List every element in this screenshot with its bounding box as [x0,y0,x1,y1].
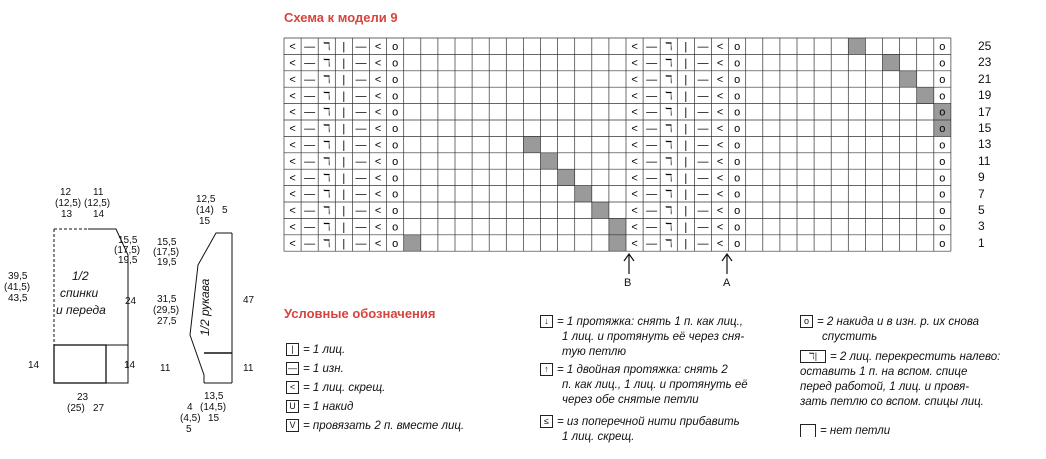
stitch-symbol: — [304,73,316,86]
stitch-symbol: — [646,172,658,185]
stitch-symbol: o [392,73,399,86]
row-number: 17 [978,104,992,119]
sleeve-b-e: (4,5) [180,413,201,424]
stitch-symbol: < [716,123,724,136]
stitch-symbol: o [392,57,399,70]
stitch-symbol: — [646,73,658,86]
stitch-symbol: < [289,90,296,103]
stitch-symbol: | [342,73,346,86]
sleeve-mid-b: (29,5) [153,305,180,316]
stitch-symbol: ℸ [665,73,673,86]
legend-dyo: o = 2 накида и в изн. р. их снова спустить [800,315,1040,345]
stitch-symbol: ℸ [323,57,331,70]
stitch-symbol: < [374,172,382,185]
shaded-cell [900,71,917,87]
stitch-symbol: — [304,106,316,119]
stitch-symbol: | [342,139,346,152]
stitch-symbol: < [289,139,296,152]
stitch-symbol: — [646,188,658,201]
stitch-symbol: o [734,155,741,168]
stitch-symbol: — [304,188,316,201]
stitch-symbol: < [374,155,382,168]
marker-a: A [723,277,731,289]
stitch-symbol: — [355,90,367,103]
stitch-symbol: < [716,90,724,103]
row-number: 1 [978,235,985,250]
stitch-symbol: | [684,155,688,168]
stitch-symbol: < [374,221,382,234]
legend-dskp: ↑ = 1 двойная протяжка: снять 2 п. как лиц., 1 лиц. и протянуть её через обе снятые петли [540,363,780,408]
body-inner-3: и переда [56,303,106,317]
stitch-symbol: o [939,123,946,136]
stitch-symbol: — [304,139,316,152]
stitch-symbol: — [646,123,658,136]
stitch-symbol: < [716,188,724,201]
stitch-symbol: o [392,155,399,168]
stitch-symbol: < [289,57,296,70]
stitch-symbol: — [355,139,367,152]
stitch-symbol: — [697,90,709,103]
stitch-symbol: < [374,139,382,152]
stitch-symbol: | [342,237,346,250]
body-right-b: (17,5) [114,245,141,256]
row-number: 5 [978,203,985,217]
stitch-symbol: — [355,41,367,54]
shaded-cell [541,153,558,169]
stitch-symbol: o [734,221,741,234]
stitch-symbol: — [646,106,658,119]
stitch-symbol: < [716,73,724,86]
sleeve-left-b: (17,5) [153,247,180,258]
stitch-symbol: < [716,139,724,152]
stitch-symbol: < [374,106,382,119]
stitch-symbol: — [697,123,709,136]
stitch-symbol: o [939,155,946,168]
stitch-symbol: < [374,237,382,250]
stitch-symbol: — [697,205,709,218]
stitch-symbol: — [697,237,709,250]
stitch-symbol: < [631,155,638,168]
stitch-symbol: — [646,90,658,103]
stitch-symbol: < [374,123,382,136]
stitch-symbol: < [631,188,638,201]
stitch-symbol: o [734,90,741,103]
stitch-symbol: < [631,106,638,119]
cross-left-icon: ℸ| [800,350,826,363]
stitch-symbol: ℸ [665,41,673,54]
stitch-symbol: — [355,221,367,234]
stitch-symbol: < [374,41,382,54]
body-left-a: 39,5 [8,271,28,282]
stitch-symbol: ℸ [665,221,673,234]
sleeve-right-47: 47 [243,295,255,306]
stitch-symbol: o [939,106,946,119]
shaded-cell [523,136,540,152]
stitch-symbol: ℸ [323,41,331,54]
k2tog-icon: V [286,419,299,432]
stitch-symbol: | [684,73,688,86]
stitch-symbol: o [939,139,946,152]
stitch-symbol: < [716,237,724,250]
stitch-symbol: — [697,188,709,201]
legend-knit: | = 1 лиц. [286,343,345,358]
stitch-symbol: — [304,155,316,168]
stitch-symbol: — [355,237,367,250]
stitch-symbol: ℸ [665,106,673,119]
stitch-symbol: — [646,41,658,54]
stitch-symbol: — [355,205,367,218]
sleeve-top-a: 12,5 [196,194,216,205]
stitch-symbol: o [392,172,399,185]
stitch-symbol: | [684,237,688,250]
stitch-symbol: o [392,188,399,201]
stitch-symbol: < [631,237,638,250]
sleeve-b-f: 5 [186,424,192,435]
stitch-symbol: < [289,172,296,185]
body-top-a2: (12,5) [55,198,82,209]
sleeve-bot-right: 11 [243,363,254,374]
stitch-symbol: ℸ [665,155,673,168]
shaded-cell [883,54,900,70]
stitch-symbol: | [684,106,688,119]
legend-purl: — = 1 изн. [288,363,344,375]
stitch-symbol: < [374,205,382,218]
stitch-symbol: | [684,139,688,152]
sleeve-top-c: 15 [199,216,211,227]
stitch-symbol: < [716,41,724,54]
stitch-symbol: | [684,57,688,70]
stitch-symbol: | [342,106,346,119]
stitch-symbol: < [631,172,638,185]
stitch-symbol: o [392,41,399,54]
stitch-symbol: | [342,57,346,70]
row-number: 7 [978,186,985,201]
stitch-symbol: < [716,205,724,218]
stitch-symbol: | [342,205,346,218]
twisted-knit-icon: < [286,381,299,394]
body-right-mid: 24 [125,296,137,307]
sleeve-b-a: 13,5 [204,391,224,402]
stitch-symbol: ℸ [323,188,331,201]
stitch-symbol: < [716,106,724,119]
sleeve-mid-c: 27,5 [157,316,177,327]
row-number: 13 [978,137,992,152]
stitch-symbol: < [374,57,382,70]
double-skp-icon: ↑ [540,363,553,376]
sleeve-bot-left: 11 [160,363,171,374]
stitch-symbol: — [304,221,316,234]
row-number: 15 [978,121,992,135]
body-left-b: (41,5) [4,282,31,293]
body-top-b3: 14 [93,209,105,220]
stitch-symbol: ℸ [665,237,673,250]
sleeve-top-d: 5 [222,205,228,216]
marker-b: B [624,277,632,289]
stitch-symbol: ℸ [665,172,673,185]
stitch-symbol: o [734,123,741,136]
stitch-symbol: ℸ [665,188,673,201]
row-number: 3 [978,219,985,234]
legend-skp: ↓ = 1 протяжка: снять 1 п. как лиц., 1 лиц. и протянуть её через сня- тую петлю [540,315,780,360]
stitch-symbol: o [939,41,946,54]
legend-yo: U = 1 накид [286,400,353,415]
shaded-cell [609,218,626,234]
stitch-symbol: o [734,205,741,218]
body-right-c: 19,5 [118,255,138,266]
increase-icon: ≤ [540,415,553,428]
double-yo-icon: o [800,315,813,328]
sleeve-mid-a: 31,5 [157,294,177,305]
shaded-cell [592,202,609,218]
stitch-symbol: ℸ [323,73,331,86]
body-bottom-a: 23 [77,392,89,403]
stitch-symbol: < [374,90,382,103]
stitch-symbol: o [939,57,946,70]
stitch-symbol: < [289,155,296,168]
stitch-symbol: | [684,123,688,136]
stitch-symbol: — [304,237,316,250]
stitch-symbol: o [939,188,946,201]
shaded-cell [848,38,865,54]
stitch-symbol: < [631,57,638,70]
stitch-symbol: — [304,123,316,136]
stitch-symbol: < [716,172,724,185]
stitch-symbol: — [355,123,367,136]
legend-title: Условные обозначения [284,306,436,321]
stitch-symbol: — [355,188,367,201]
stitch-symbol: — [304,172,316,185]
stitch-symbol: — [697,106,709,119]
stitch-symbol: o [939,90,946,103]
body-bottom-c: 27 [93,403,105,414]
stitch-symbol: — [355,73,367,86]
stitch-symbol: o [734,41,741,54]
stitch-symbol: — [646,155,658,168]
stitch-symbol: ℸ [323,155,331,168]
stitch-symbol: o [939,237,946,250]
shaded-cell [609,235,626,251]
stitch-symbol: — [355,155,367,168]
stitch-symbol: < [631,221,638,234]
stitch-symbol: < [289,41,296,54]
stitch-symbol: o [392,221,399,234]
stitch-symbol: — [304,90,316,103]
stitch-symbol: < [631,205,638,218]
body-top-a3: 13 [61,209,73,220]
legend-nostitch: = нет петли [800,424,1040,439]
stitch-symbol: o [392,90,399,103]
body-top-b2: (12,5) [84,198,111,209]
stitch-symbol: o [939,73,946,86]
shaded-cell [917,87,934,103]
stitch-symbol: — [646,205,658,218]
stitch-symbol: o [939,172,946,185]
stitch-symbol: ℸ [665,90,673,103]
stitch-symbol: < [716,57,724,70]
stitch-symbol: < [631,73,638,86]
stitch-symbol: < [289,237,296,250]
stitch-symbol: o [734,57,741,70]
stitch-symbol: — [697,57,709,70]
stitch-symbol: o [939,221,946,234]
stitch-symbol: ℸ [665,139,673,152]
stitch-symbol: ℸ [665,57,673,70]
stitch-symbol: < [289,205,296,218]
row-numbers [976,36,1006,252]
stitch-symbol: | [684,41,688,54]
stitch-symbol: < [289,73,296,86]
stitch-symbol: o [734,188,741,201]
body-bottom-b: (25) [67,403,85,414]
body-left-c: 43,5 [8,293,28,304]
body-inner-2: спинки [60,286,99,300]
shaded-cell [404,235,421,251]
body-top-a: 12 [60,187,72,198]
shaded-cell [558,169,575,185]
stitch-symbol: | [684,188,688,201]
stitch-symbol: ℸ [323,123,331,136]
stitch-symbol: — [697,155,709,168]
sleeve-left-c: 19,5 [157,257,177,268]
stitch-symbol: ℸ [323,237,331,250]
stitch-symbol: ℸ [665,205,673,218]
stitch-symbol: ℸ [323,106,331,119]
stitch-symbol: < [631,123,638,136]
row-number: 25 [978,39,992,53]
body-bot-right: 14 [124,360,136,371]
stitch-symbol: < [289,221,296,234]
stitch-symbol: ℸ [323,205,331,218]
stitch-symbol: < [631,90,638,103]
stitch-symbol: — [646,237,658,250]
stitch-symbol: ℸ [323,221,331,234]
stitch-symbol: | [342,90,346,103]
knit-symbol-icon: | [286,343,299,356]
body-inner-1: 1/2 [72,269,89,283]
sleeve-b-d: 4 [187,402,193,413]
stitch-symbol: o [734,237,741,250]
stitch-symbol: | [684,205,688,218]
stitch-symbol: — [697,221,709,234]
stitch-symbol: — [697,73,709,86]
sleeve-top-b: (14) [196,205,214,216]
row-number: 9 [978,170,985,185]
stitch-symbol: < [716,155,724,168]
stitch-symbol: o [734,106,741,119]
stitch-symbol: — [697,139,709,152]
stitch-symbol: o [392,123,399,136]
legend-cross: ℸ| = 2 лиц. перекрестить налево: оставить 1 п. на вспом. спице перед работой, 1 лиц. и провя- зать петлю со вспом. спицы лиц. [800,351,1001,408]
row-number: 23 [978,55,992,70]
stitch-symbol: o [392,205,399,218]
body-bot-left: 14 [28,360,40,371]
body-top-b: 11 [93,187,104,198]
stitch-symbol: o [392,139,399,152]
stitch-symbol: < [631,41,638,54]
stitch-symbol: | [684,172,688,185]
stitch-symbol: o [392,106,399,119]
stitch-symbol: | [342,123,346,136]
stitch-symbol: — [646,139,658,152]
row-number: 11 [978,153,991,168]
stitch-symbol: — [355,172,367,185]
stitch-symbol: o [734,139,741,152]
stitch-symbol: | [342,155,346,168]
stitch-symbol: | [684,221,688,234]
chart-title: Схема к модели 9 [284,10,398,25]
stitch-symbol: | [342,41,346,54]
stitch-symbol: o [734,73,741,86]
stitch-symbol: — [697,41,709,54]
stitch-symbol: < [289,106,296,119]
stitch-symbol: < [374,188,382,201]
sleeve-b-c: 15 [208,413,220,424]
stitch-symbol: | [684,90,688,103]
stitch-symbol: o [939,205,946,218]
stitch-symbol: < [716,221,724,234]
stitch-symbol: | [342,172,346,185]
stitch-symbol: — [304,57,316,70]
stitch-symbol: < [289,123,296,136]
purl-symbol-icon: — [288,363,297,374]
stitch-symbol: < [289,188,296,201]
stitch-symbol: — [646,221,658,234]
stitch-symbol: | [342,188,346,201]
stitch-symbol: — [697,172,709,185]
stitch-symbol: ℸ [665,123,673,136]
stitch-symbol: ℸ [323,139,331,152]
yarn-over-icon: U [286,400,299,413]
stitch-symbol: — [355,106,367,119]
skp-icon: ↓ [540,315,553,328]
row-number: 21 [978,71,992,86]
row-number: 19 [978,88,992,103]
stitch-symbol: — [646,57,658,70]
sleeve-inner: 1/2 рукава [198,278,212,336]
shaded-cell [575,186,592,202]
legend-inc: ≤ = из поперечной нити прибавить 1 лиц. скрещ. [540,415,780,445]
sleeve-left-a: 15,5 [157,237,177,248]
stitch-symbol: o [734,172,741,185]
legend-ssk: < = 1 лиц. скрещ. [286,381,385,396]
body-right-a: 15,5 [118,235,138,246]
stitch-symbol: ℸ [323,172,331,185]
stitch-symbol: < [374,73,382,86]
stitch-symbol: — [355,57,367,70]
stitch-symbol: o [392,237,399,250]
stitch-symbol: — [304,41,316,54]
sleeve-b-b: (14,5) [200,402,227,413]
stitch-symbol: < [631,139,638,152]
stitch-symbol: — [304,205,316,218]
no-stitch-icon [800,424,816,437]
knitting-chart [282,36,982,256]
stitch-symbol: | [342,221,346,234]
legend-k2tog: V = провязать 2 п. вместе лиц. [286,419,464,434]
stitch-symbol: ℸ [323,90,331,103]
